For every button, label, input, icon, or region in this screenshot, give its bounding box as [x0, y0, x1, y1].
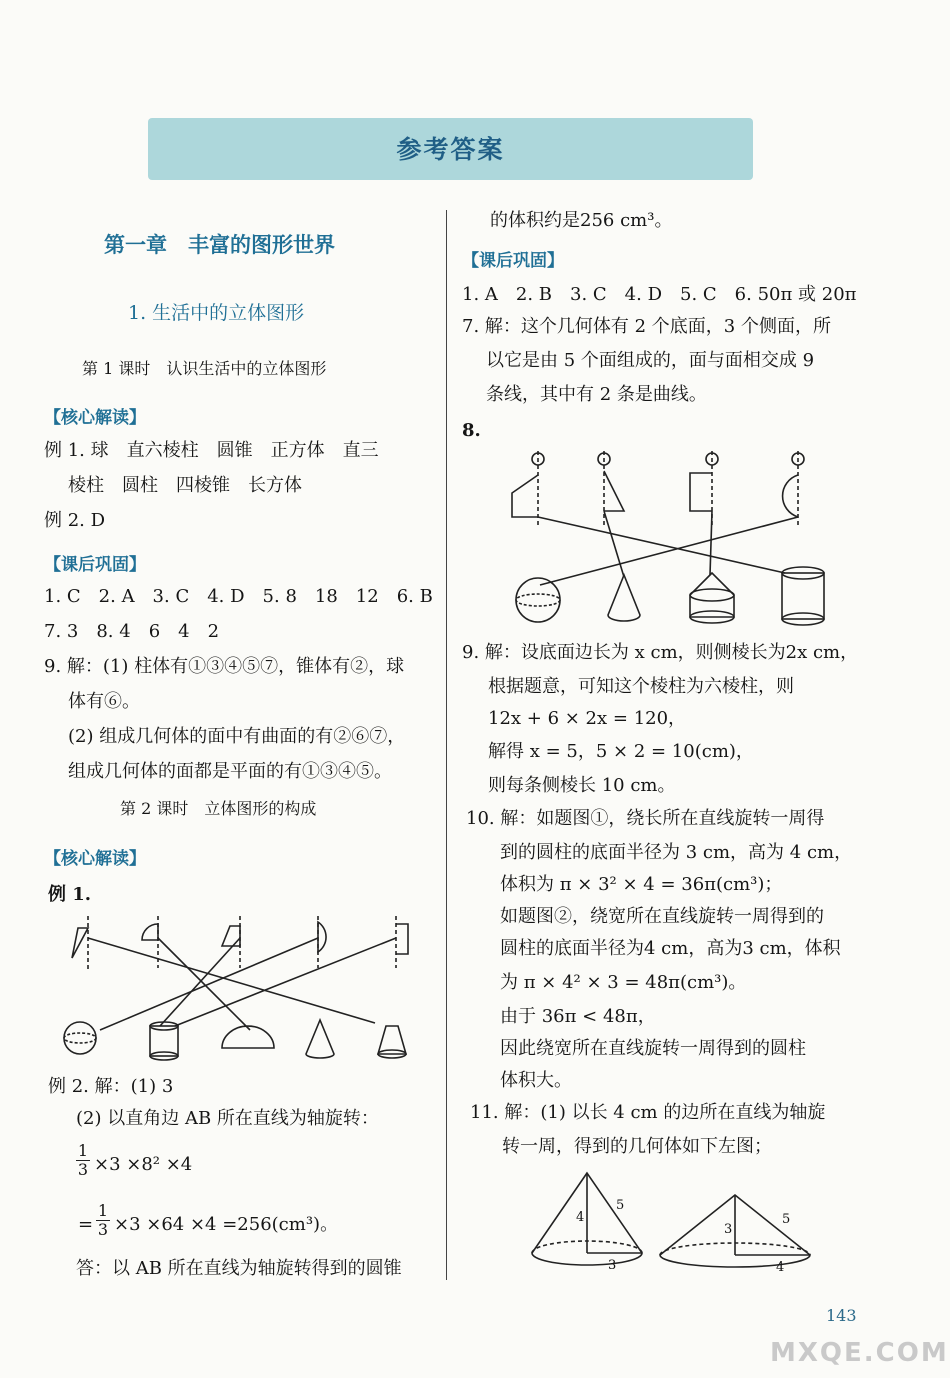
right-q11a: 11. 解：(1) 以长 4 cm 的边所在直线为轴旋 [470, 1102, 826, 1123]
left-ex2: 例 2. D [44, 510, 106, 531]
right-q10b: 到的圆柱的底面半径为 3 cm，高为 4 cm， [500, 842, 853, 863]
bottom-cone [306, 1020, 334, 1058]
tag-core-2: 【核心解读】 [44, 849, 146, 869]
left-calc2-eq: = [78, 1214, 94, 1235]
fraction-2-num: 1 [97, 1201, 109, 1220]
right-q9d: 解得 x = 5，5 × 2 = 10(cm)， [488, 741, 754, 762]
right-q11b: 转一周，得到的几何体如下左图； [502, 1136, 772, 1157]
fraction-2 [96, 1202, 110, 1239]
top-shape-triangle [72, 928, 88, 958]
left-hw2: 7. 3 8. 4 6 4 2 [44, 621, 220, 642]
fraction-1 [76, 1142, 90, 1179]
right-q9b: 根据题意，可知这个棱柱为六棱柱，则 [488, 676, 794, 697]
q8-bottom-sphere [516, 578, 560, 622]
right-q10c: 体积为 π × 3² × 4 = 36π(cm³)； [500, 874, 783, 895]
right-q8: 8. [462, 420, 481, 441]
right-cont: 的体积约是256 cm³。 [490, 210, 673, 231]
q8-bottom-cylinder [782, 573, 824, 619]
left-q9c: (2) 组成几何体的面中有曲面的有②⑥⑦， [68, 726, 406, 747]
left-q9b: 体有⑥。 [68, 691, 140, 712]
q8-top-triangle [604, 471, 624, 511]
column-divider [446, 210, 447, 1280]
left-ex2-b: (2) 以直角边 AB 所在直线为轴旋转： [76, 1108, 379, 1129]
left-ex1-label: 例 1. [48, 884, 92, 905]
right-q10e: 圆柱的底面半径为4 cm，高为3 cm，体积 [500, 938, 841, 959]
fraction-1-den: 3 [77, 1160, 89, 1179]
q8-top-rectangle [690, 473, 712, 511]
right-q10a: 10. 解：如题图①，绕长所在直线旋转一周得 [466, 808, 825, 829]
tag-core-1: 【核心解读】 [44, 408, 146, 428]
right-q9e: 则每条侧棱长 10 cm。 [488, 775, 676, 796]
matching-figure-1 [60, 908, 420, 1068]
top-shape-semicircle [318, 922, 326, 952]
page-number: 143 [826, 1306, 857, 1325]
flat-cone-height: 3 [724, 1222, 733, 1237]
left-calc2: ×3 ×64 ×4 =256(cm³)。 [114, 1214, 339, 1235]
right-q10g: 由于 36π < 48π， [500, 1006, 656, 1027]
chapter-title: 第一章 丰富的图形世界 [104, 233, 335, 257]
matching-figure-2 [500, 445, 840, 635]
left-q9a: 9. 解：(1) 柱体有①③④⑤⑦，锥体有②，球 [44, 656, 405, 677]
flat-cone-slant: 5 [782, 1212, 791, 1227]
left-calc1: ×3 ×8² ×4 [94, 1154, 193, 1175]
q8-bottom-cone [608, 575, 640, 621]
cones-figure [520, 1165, 840, 1275]
tag-after-2: 【课后巩固】 [462, 251, 564, 271]
top-shape-trap [222, 926, 240, 946]
top-shape-halfdisk [142, 924, 158, 940]
q8-top-semicircle [783, 475, 798, 517]
tag-after-1: 【课后巩固】 [44, 555, 146, 575]
right-q7a: 7. 解：这个几何体有 2 个底面，3 个侧面，所 [462, 316, 831, 337]
left-ex1-a: 例 1. 球 直六棱柱 圆锥 正方体 直三 [44, 440, 379, 461]
right-q10f: 为 π × 4² × 3 = 48π(cm³)。 [500, 972, 747, 993]
left-ex1-b: 棱柱 圆柱 四棱锥 长方体 [68, 475, 302, 496]
q8-top-trapezoid [512, 475, 538, 517]
tall-cone-height: 4 [576, 1210, 585, 1225]
fraction-2-den: 3 [97, 1220, 109, 1239]
right-q10h: 因此绕宽所在直线旋转一周得到的圆柱 [500, 1038, 806, 1059]
top-shape-rect [396, 924, 408, 954]
page-title: 参考答案 [396, 135, 505, 164]
tall-cone-slant: 5 [616, 1198, 625, 1213]
bottom-sphere [64, 1022, 96, 1054]
tall-cone-radius: 3 [608, 1258, 617, 1273]
fraction-1-num: 1 [77, 1141, 89, 1160]
watermark: MXQE.COM [770, 1338, 949, 1368]
lesson2-title: 第 2 课时 立体图形的构成 [120, 799, 317, 818]
left-q9d: 组成几何体的面都是平面的有①③④⑤。 [68, 761, 392, 782]
lesson1-title: 第 1 课时 认识生活中的立体图形 [82, 359, 327, 378]
left-answer: 答：以 AB 所在直线为轴旋转得到的圆锥 [76, 1258, 402, 1279]
right-q9a: 9. 解：设底面边长为 x cm，则侧棱长为2x cm， [462, 642, 859, 663]
right-q7b: 以它是由 5 个面组成的，面与面相交成 9 [486, 350, 815, 371]
section-title: 1. 生活中的立体图形 [128, 302, 305, 324]
left-ex2-l2: 例 2. 解：(1) 3 [48, 1076, 174, 1097]
right-q10i: 体积大。 [500, 1070, 572, 1091]
right-q10d: 如题图②，绕宽所在直线旋转一周得到的 [500, 906, 824, 927]
bottom-hemisphere [222, 1026, 274, 1048]
right-hw1: 1. A 2. B 3. C 4. D 5. C 6. 50π 或 20π [462, 284, 857, 305]
flat-cone-radius: 4 [776, 1260, 785, 1275]
right-q7c: 条线，其中有 2 条是曲线。 [486, 384, 707, 405]
left-hw1: 1. C 2. A 3. C 4. D 5. 8 18 12 6. B [44, 586, 433, 607]
right-q9c: 12x + 6 × 2x = 120， [488, 708, 687, 729]
